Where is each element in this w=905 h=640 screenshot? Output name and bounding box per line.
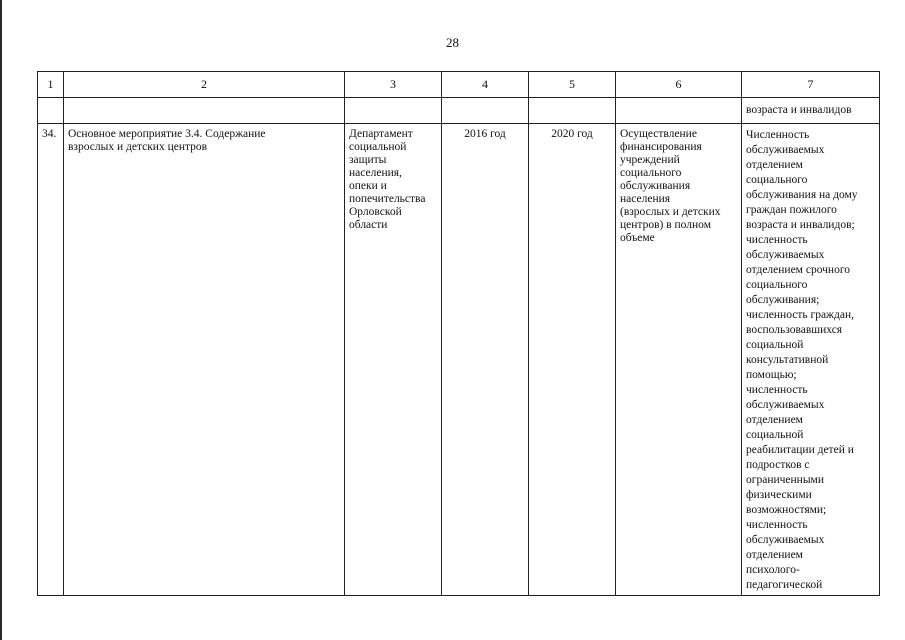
- cont-cell-1: [38, 98, 64, 124]
- header-cell-4: 4: [442, 72, 529, 98]
- header-cell-7: 7: [742, 72, 880, 98]
- header-cell-6: 6: [616, 72, 742, 98]
- start-year: 2016 год: [464, 128, 506, 140]
- cont-cell-3: [345, 98, 442, 124]
- text-line: обслуживаемых: [746, 144, 825, 156]
- text-line: социального: [620, 167, 682, 179]
- text-line: попечительства: [349, 193, 426, 205]
- start-year-cell: [442, 124, 529, 596]
- text-line: физическими: [746, 489, 812, 501]
- text-line: обслуживаемых: [746, 249, 825, 261]
- end-year-cell: [529, 124, 616, 596]
- executor-cell: [345, 124, 442, 596]
- table-row-34: [38, 124, 880, 596]
- text-line: ограниченными: [746, 474, 824, 486]
- text-line: отделением: [746, 549, 803, 561]
- text-line: отделением: [746, 414, 803, 426]
- text-line: финансирования: [620, 141, 702, 153]
- text-line: помощью;: [746, 369, 797, 381]
- text-line: обслуживаемых: [746, 399, 825, 411]
- left-margin-rule: [0, 0, 2, 640]
- text-line: населения,: [349, 167, 402, 179]
- text-line: защиты: [349, 154, 387, 166]
- text-line: численность: [746, 384, 808, 396]
- text-line: воспользовавшихся: [746, 324, 843, 336]
- activity-name: [64, 124, 344, 154]
- text-line: консультативной: [746, 354, 829, 366]
- cont-cell-5: [529, 98, 616, 124]
- header-row: [38, 72, 880, 98]
- page-number: 28: [446, 35, 459, 50]
- cont-cell-2: [64, 98, 345, 124]
- text-line: численность: [746, 519, 808, 531]
- indicators-cell: [742, 124, 880, 596]
- text-line: подростков с: [746, 459, 810, 471]
- text-line: взрослых и детских центров: [68, 141, 208, 153]
- expected-result: [616, 124, 741, 245]
- text-line: Основное мероприятие 3.4. Содержание: [68, 128, 266, 140]
- executor: [345, 124, 441, 232]
- expected-result-cell: [616, 124, 742, 596]
- text-line: области: [349, 219, 388, 231]
- row-number: 34.: [42, 128, 57, 140]
- text-line: опеки и: [349, 180, 387, 192]
- header-cell-3: 3: [345, 72, 442, 98]
- text-line: учреждений: [620, 154, 680, 166]
- text-line: обслуживаемых: [746, 534, 825, 546]
- text-line: социальной: [746, 429, 804, 441]
- cont-cell-4: [442, 98, 529, 124]
- text-line: численность граждан,: [746, 309, 854, 321]
- text-line: Департамент: [349, 128, 413, 140]
- continuation-row: [38, 98, 880, 124]
- header-cell-5: 5: [529, 72, 616, 98]
- cont-cell-6: [616, 98, 742, 124]
- header-cell-1: 1: [38, 72, 64, 98]
- text-line: педагогической: [746, 579, 823, 591]
- text-line: психолого-: [746, 564, 800, 576]
- text-line: граждан пожилого: [746, 204, 837, 216]
- text-line: социальной: [746, 339, 804, 351]
- text-line: обслуживания на дому: [746, 189, 858, 201]
- activity-name-cell: [64, 124, 345, 596]
- row-number-cell: [38, 124, 64, 596]
- indicators: [742, 124, 879, 593]
- text-line: отделением срочного: [746, 264, 851, 276]
- text-line: социальной: [349, 141, 407, 153]
- text-line: социального: [746, 174, 808, 186]
- text-line: возможностями;: [746, 504, 827, 516]
- text-line: социального: [746, 279, 808, 291]
- cont-indicator-text: возраста и инвалидов: [746, 104, 852, 116]
- cont-cell-7: [742, 98, 880, 124]
- text-line: отделением: [746, 159, 803, 171]
- text-line: обслуживания: [620, 180, 691, 192]
- text-line: центров) в полном: [620, 219, 711, 231]
- text-line: возраста и инвалидов;: [746, 219, 855, 231]
- text-line: обслуживания;: [746, 294, 820, 306]
- text-line: Осуществление: [620, 128, 697, 140]
- text-line: населения: [620, 193, 671, 205]
- text-line: (взрослых и детских: [620, 206, 721, 218]
- text-line: Орловской: [349, 206, 402, 218]
- text-line: численность: [746, 234, 808, 246]
- text-line: Численность: [746, 129, 810, 141]
- program-table: [37, 71, 880, 596]
- text-line: реабилитации детей и: [746, 444, 854, 456]
- header-cell-2: 2: [64, 72, 345, 98]
- text-line: объеме: [620, 232, 655, 244]
- end-year: 2020 год: [551, 128, 593, 140]
